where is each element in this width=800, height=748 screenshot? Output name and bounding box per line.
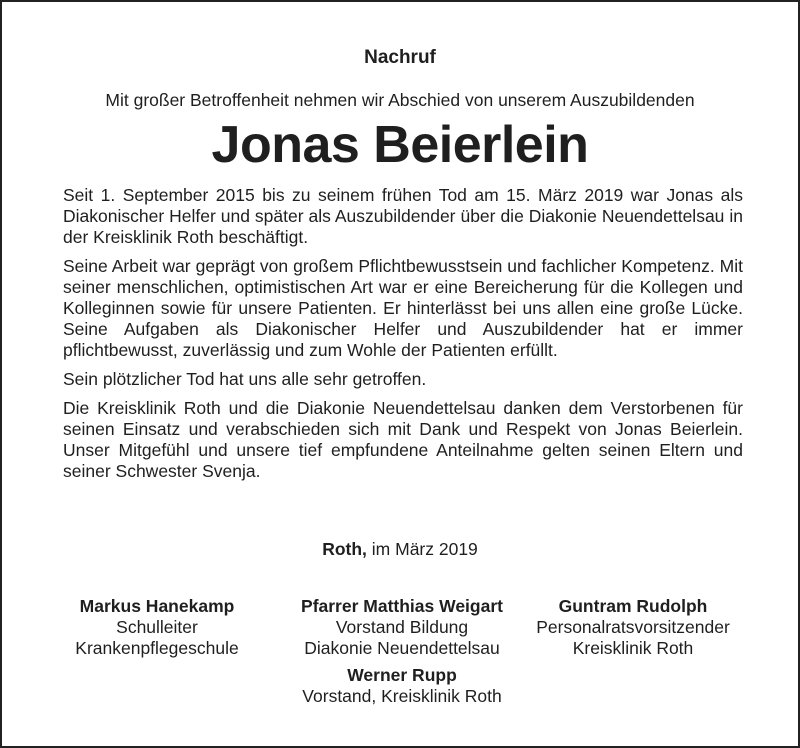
signatory-org: Kreisklinik Roth: [572, 638, 694, 658]
paragraph-farewell: Die Kreisklinik Roth und die Diakonie Neuendettelsau danken dem Verstorbenen für seinen Einsatz und verabschieden sich mit Dank und Respekt von Jonas Beierlein. Unser Mitgefühl und unsere tief empfundene Anteilnahme gelten seinen Eltern und seiner Schwester Svenja.: [63, 398, 743, 481]
intro-line: Mit großer Betroffenheit nehmen wir Abschied von unserem Auszubildenden: [105, 90, 695, 110]
signatory-name: Markus Hanekamp: [79, 596, 235, 616]
signatory: [52, 596, 262, 659]
deceased-name: Jonas Beierlein: [211, 116, 589, 174]
signatory-role: Vorstand, Kreisklinik Roth: [302, 686, 502, 706]
notice-heading: Nachruf: [364, 47, 436, 68]
paragraph-tribute: Seine Arbeit war geprägt von großem Pflichtbewusstsein und fachlicher Kompetenz. Mit seiner menschlichen, optimistischen Art war er eine Bereicherung für die Kollegen und Kolleginnen sowie für unsere Patienten. Er hinterlässt bei uns allen eine große Lücke. Seine Aufgaben als Diakonischer Helfer und Auszubildender hat er immer pflichtbewusst, zuverlässig und zum Wohle der Patienten erfüllt.: [63, 256, 743, 360]
signatory-org: Krankenpflegeschule: [75, 638, 239, 658]
signatory-name: Werner Rupp: [347, 665, 457, 685]
signatory-name: Guntram Rudolph: [558, 596, 708, 616]
signatory-org: Diakonie Neuendettelsau: [304, 638, 500, 658]
signatory-name: Pfarrer Matthias Weigart: [301, 596, 503, 616]
paragraph-employment: Seit 1. September 2015 bis zu seinem frühen Tod am 15. März 2019 war Jonas als Diakonischer Helfer und später als Auszubildender über die Diakonie Neuendettelsau in der Kreisklinik Roth beschäftigt.: [63, 185, 743, 247]
signatory: [257, 596, 547, 659]
place: Roth,: [322, 539, 367, 559]
place-date: [2, 539, 798, 560]
signatory: [522, 596, 744, 659]
signatory-role: Personalratsvorsitzender: [536, 617, 730, 637]
paragraph-grief: Sein plötzlicher Tod hat uns alle sehr getroffen.: [63, 369, 427, 389]
signatory-role: Schulleiter: [116, 617, 198, 637]
signatory: [257, 665, 547, 707]
notice-body: [63, 185, 743, 490]
date: im März 2019: [366, 539, 478, 559]
signatory-role: Vorstand Bildung: [335, 617, 469, 637]
